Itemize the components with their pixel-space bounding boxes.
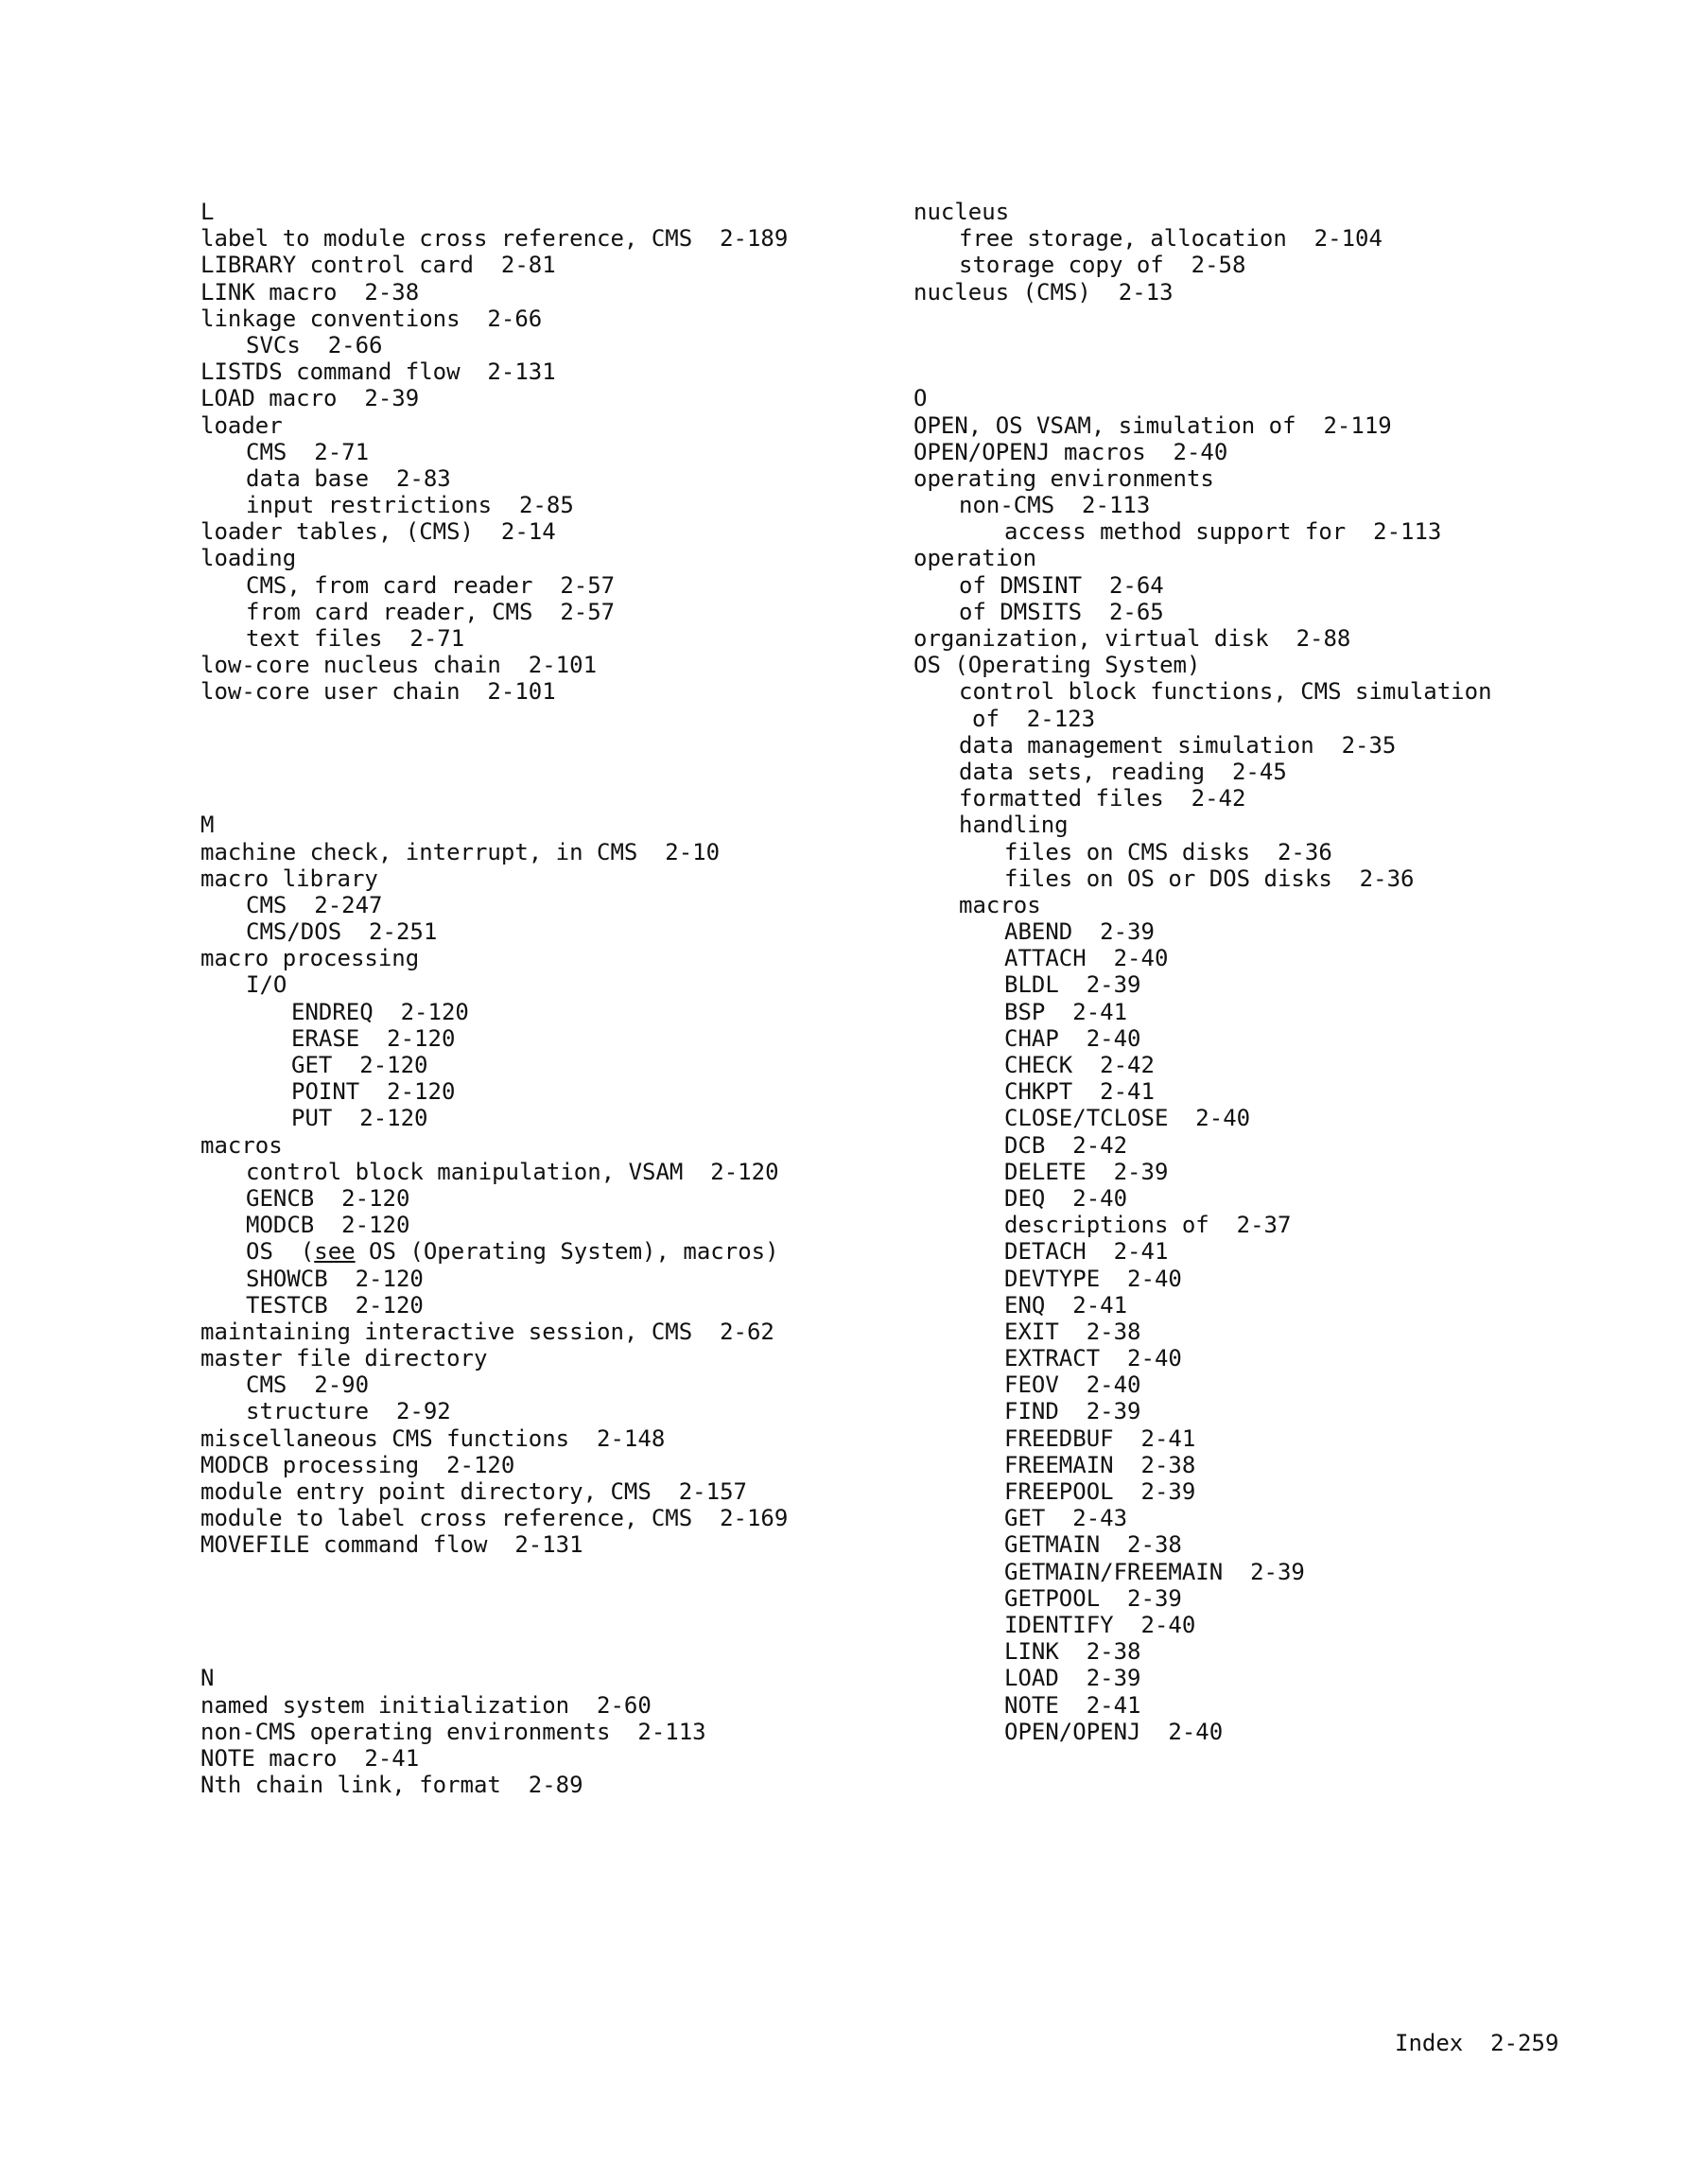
index-entry: macros [959, 891, 1041, 918]
index-entry: data base 2-83 [246, 464, 451, 492]
index-entry: OS (see OS (Operating System), macros) [246, 1238, 779, 1266]
index-entry: macro library [200, 865, 378, 892]
index-entry: text files 2-71 [246, 625, 465, 652]
index-entry: MODCB 2-120 [246, 1212, 410, 1239]
index-entry: loader [200, 411, 283, 439]
index-entry: low-core user chain 2-101 [200, 678, 556, 706]
index-entry: CMS 2-71 [246, 438, 370, 465]
index-entry: FIND 2-39 [1004, 1398, 1141, 1425]
index-entry: ATTACH 2-40 [1004, 945, 1169, 972]
index-entry: of DMSINT 2-64 [959, 571, 1164, 599]
index-entry: CMS, from card reader 2-57 [246, 571, 616, 599]
index-entry: SVCs 2-66 [246, 331, 383, 358]
index-entry: MOVEFILE command flow 2-131 [200, 1531, 583, 1559]
index-entry: OS (Operating System) [913, 652, 1201, 679]
index-entry: files on CMS disks 2-36 [1004, 838, 1332, 865]
index-entry: handling [959, 812, 1069, 839]
index-entry: GENCB 2-120 [246, 1184, 410, 1212]
index-entry: IDENTIFY 2-40 [1004, 1611, 1196, 1638]
index-entry: files on OS or DOS disks 2-36 [1004, 865, 1415, 892]
index-entry: CMS/DOS 2-251 [246, 918, 438, 946]
index-entry: master file directory [200, 1345, 488, 1372]
blank-line [200, 1612, 881, 1638]
index-entry: label to module cross reference, CMS 2-189 [200, 225, 789, 253]
index-entry: of DMSITS 2-65 [959, 598, 1164, 625]
index-entry: GETPOOL 2-39 [1004, 1584, 1182, 1612]
index-column-left [200, 199, 881, 1798]
index-entry: macro processing [200, 945, 420, 972]
index-entry: FREEMAIN 2-38 [1004, 1451, 1196, 1478]
index-entry: NOTE macro 2-41 [200, 1744, 420, 1772]
index-column-right [913, 199, 1670, 1745]
section-letter: N [200, 1665, 215, 1692]
index-entry: module to label cross reference, CMS 2-169 [200, 1505, 789, 1532]
index-entry: I/O [246, 971, 287, 999]
index-entry: data management simulation 2-35 [959, 731, 1397, 759]
index-entry: SHOWCB 2-120 [246, 1265, 424, 1292]
index-entry: non-CMS 2-113 [959, 492, 1151, 519]
index-entry: access method support for 2-113 [1004, 518, 1442, 546]
blank-line [200, 1559, 881, 1585]
page-footer: Index 2-259 [1395, 2030, 1559, 2056]
index-entry: module entry point directory, CMS 2-157 [200, 1478, 747, 1505]
index-entry: miscellaneous CMS functions 2-148 [200, 1424, 666, 1452]
index-entry: OPEN, OS VSAM, simulation of 2-119 [913, 411, 1392, 439]
index-entry: DELETE 2-39 [1004, 1158, 1169, 1185]
index-entry: FREEDBUF 2-41 [1004, 1424, 1196, 1452]
index-entry: POINT 2-120 [291, 1078, 456, 1106]
index-entry: CMS 2-90 [246, 1372, 370, 1399]
index-entry: loader tables, (CMS) 2-14 [200, 518, 556, 546]
index-entry: TESTCB 2-120 [246, 1291, 424, 1319]
index-entry: macros [200, 1131, 283, 1159]
blank-line [200, 1638, 881, 1665]
index-entry: ENDREQ 2-120 [291, 998, 469, 1025]
blank-line [913, 306, 1670, 332]
index-entry: GETMAIN 2-38 [1004, 1531, 1182, 1559]
index-entry: NOTE 2-41 [1004, 1691, 1141, 1719]
index-entry: CHKPT 2-41 [1004, 1078, 1155, 1106]
index-entry: input restrictions 2-85 [246, 492, 574, 519]
blank-line [913, 332, 1670, 358]
index-entry: LIBRARY control card 2-81 [200, 252, 556, 279]
index-entry: ERASE 2-120 [291, 1024, 456, 1052]
index-entry: CLOSE/TCLOSE 2-40 [1004, 1105, 1251, 1132]
index-entry: DCB 2-42 [1004, 1131, 1128, 1159]
section-letter: M [200, 812, 215, 839]
index-entry: LOAD 2-39 [1004, 1665, 1141, 1692]
index-entry: structure 2-92 [246, 1398, 451, 1425]
section-letter: O [913, 385, 928, 412]
section-letter: L [200, 199, 215, 225]
index-entry: PUT 2-120 [291, 1105, 428, 1132]
index-entry: free storage, allocation 2-104 [959, 225, 1383, 253]
index-entry: GETMAIN/FREEMAIN 2-39 [1004, 1558, 1305, 1585]
index-entry: maintaining interactive session, CMS 2-62 [200, 1318, 774, 1345]
index-entry: control block functions, CMS simulation [959, 678, 1492, 706]
blank-line [200, 1585, 881, 1612]
blank-line [200, 732, 881, 759]
index-entry: nucleus [913, 199, 1010, 225]
blank-line [913, 358, 1670, 385]
index-entry: Nth chain link, format 2-89 [200, 1772, 583, 1799]
index-entry: LOAD macro 2-39 [200, 385, 420, 412]
blank-line [200, 785, 881, 812]
index-entry: ENQ 2-41 [1004, 1291, 1128, 1319]
index-entry: linkage conventions 2-66 [200, 305, 543, 332]
index-entry: formatted files 2-42 [959, 785, 1246, 812]
blank-line [200, 706, 881, 732]
index-entry: descriptions of 2-37 [1004, 1212, 1292, 1239]
index-entry: EXTRACT 2-40 [1004, 1345, 1182, 1372]
index-entry: loading [200, 545, 297, 572]
index-entry: DEQ 2-40 [1004, 1184, 1128, 1212]
index-entry: BLDL 2-39 [1004, 971, 1141, 999]
index-entry: MODCB processing 2-120 [200, 1451, 515, 1478]
index-entry: organization, virtual disk 2-88 [913, 625, 1351, 652]
index-entry: machine check, interrupt, in CMS 2-10 [200, 838, 721, 865]
index-entry: OPEN/OPENJ 2-40 [1004, 1718, 1224, 1745]
index-entry: GET 2-120 [291, 1052, 428, 1078]
index-entry: low-core nucleus chain 2-101 [200, 652, 598, 679]
index-entry: named system initialization 2-60 [200, 1691, 652, 1719]
index-entry: LINK macro 2-38 [200, 278, 420, 306]
blank-line [200, 759, 881, 785]
index-entry: GET 2-43 [1004, 1505, 1128, 1532]
index-entry: DETACH 2-41 [1004, 1238, 1169, 1266]
index-entry: CHAP 2-40 [1004, 1024, 1141, 1052]
index-entry: CHECK 2-42 [1004, 1052, 1155, 1078]
index-entry: CMS 2-247 [246, 891, 383, 918]
index-entry: DEVTYPE 2-40 [1004, 1265, 1182, 1292]
index-entry: BSP 2-41 [1004, 998, 1128, 1025]
index-entry: FEOV 2-40 [1004, 1372, 1141, 1399]
index-entry: LISTDS command flow 2-131 [200, 358, 556, 386]
index-entry: FREEPOOL 2-39 [1004, 1478, 1196, 1505]
index-entry: OPEN/OPENJ macros 2-40 [913, 438, 1228, 465]
index-entry: LINK 2-38 [1004, 1638, 1141, 1666]
index-entry: storage copy of 2-58 [959, 252, 1246, 279]
index-entry: data sets, reading 2-45 [959, 758, 1287, 785]
index-entry: EXIT 2-38 [1004, 1318, 1141, 1345]
index-entry: nucleus (CMS) 2-13 [913, 278, 1174, 306]
index-entry: of 2-123 [972, 705, 1096, 732]
index-entry: non-CMS operating environments 2-113 [200, 1718, 706, 1745]
index-entry: from card reader, CMS 2-57 [246, 598, 616, 625]
index-entry: control block manipulation, VSAM 2-120 [246, 1158, 779, 1185]
index-entry: operation [913, 545, 1037, 572]
index-entry: operating environments [913, 464, 1214, 492]
index-entry: ABEND 2-39 [1004, 918, 1155, 946]
